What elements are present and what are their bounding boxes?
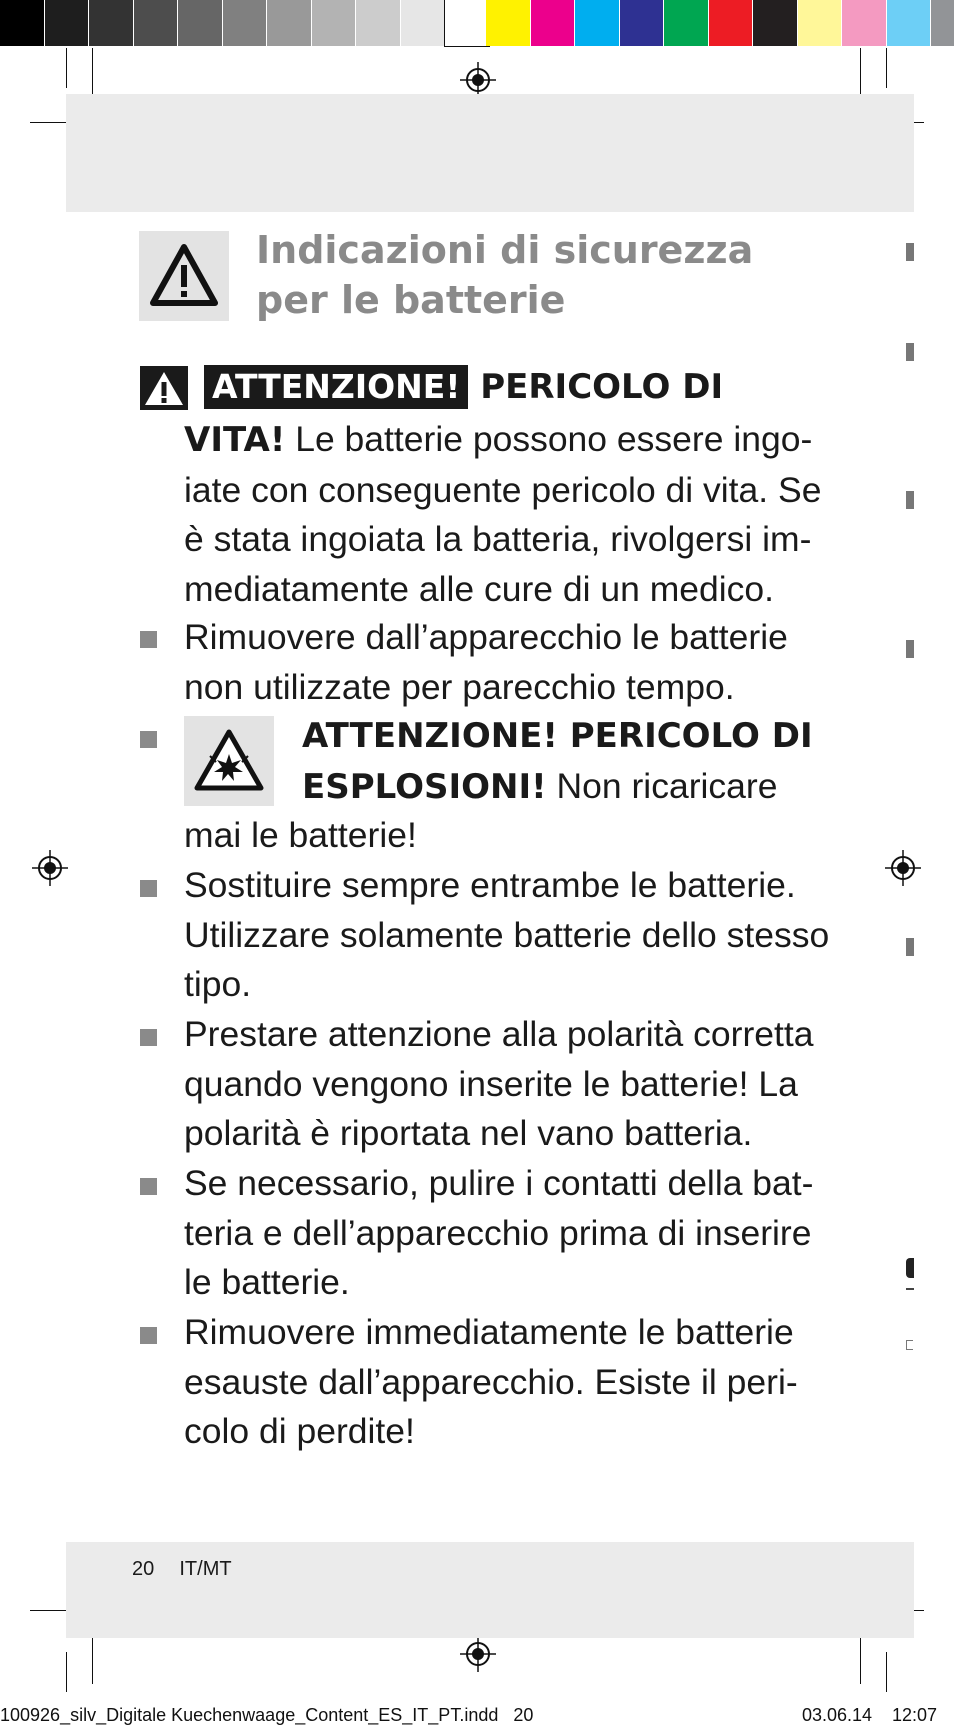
crop-mark xyxy=(886,1652,887,1692)
color-swatch xyxy=(887,0,931,46)
color-swatch xyxy=(401,0,445,46)
list-item-text: Prestare attenzione alla polarità corretta xyxy=(184,1014,814,1054)
color-swatch xyxy=(842,0,886,46)
list-item-text: polarità è riportata nel vano batteria. xyxy=(184,1113,753,1153)
explosion-icon-box xyxy=(184,716,274,806)
list-item-text: Utilizzare solamente batterie dello stesso xyxy=(184,914,830,955)
warning-bullet-icon xyxy=(140,366,188,410)
bullet-marker xyxy=(140,731,157,748)
slug-date: 03.06.14 xyxy=(802,1705,873,1725)
warning-heading: PERICOLO DI xyxy=(468,367,724,407)
color-swatch xyxy=(267,0,311,46)
section-title-line-1: Indicazioni di sicurezza xyxy=(256,228,754,272)
header-band xyxy=(66,94,914,212)
crop-mark xyxy=(886,48,887,88)
explosion-text: mai le batterie! xyxy=(184,815,417,855)
color-swatch xyxy=(312,0,356,46)
page-number: 20 xyxy=(132,1558,155,1580)
list-item-text: non utilizzate per parecchio tempo. xyxy=(184,666,735,707)
registration-mark-icon xyxy=(460,1636,496,1672)
registration-mark-icon xyxy=(885,850,921,886)
color-swatch xyxy=(664,0,708,46)
adjacent-page-mark xyxy=(906,243,914,261)
registration-mark-icon xyxy=(460,62,496,98)
explosion-heading-cont: ESPLOSIONI! xyxy=(302,766,547,807)
slug-time: 12:07 xyxy=(892,1705,938,1725)
list-item xyxy=(184,1308,824,1457)
warning-text: iate con conseguente pericolo di vita. Se xyxy=(184,469,822,510)
list-item xyxy=(184,613,824,712)
color-swatch xyxy=(134,0,178,46)
list-item-text: quando vengono inserite le batterie! La xyxy=(184,1063,798,1104)
color-swatch xyxy=(531,0,575,46)
adjacent-page-mark xyxy=(906,1288,914,1290)
color-swatch xyxy=(709,0,753,46)
bullet-marker xyxy=(140,1178,157,1195)
footer-band xyxy=(66,1542,914,1638)
bullet-marker xyxy=(140,880,157,897)
explosion-heading: ATTENZIONE! PERICOLO DI xyxy=(302,716,813,756)
adjacent-page-mark xyxy=(906,491,914,509)
warning-heading-cont: VITA! xyxy=(184,420,286,460)
list-item-text: Se necessario, pulire i contatti della bat- xyxy=(184,1163,814,1203)
section-title xyxy=(256,225,776,325)
registration-mark-icon xyxy=(32,850,68,886)
bullet-marker xyxy=(140,1327,157,1344)
color-swatch xyxy=(931,0,954,46)
color-swatch xyxy=(486,0,530,46)
locale-label: IT/MT xyxy=(179,1558,232,1580)
list-item-text: colo di perdite! xyxy=(184,1411,415,1451)
list-item xyxy=(184,1159,824,1308)
crop-mark xyxy=(66,48,67,88)
adjacent-page-mark xyxy=(906,640,914,658)
crop-mark xyxy=(66,1652,67,1692)
list-item xyxy=(184,861,830,1010)
list-item-text: teria e dell’apparecchio prima di inserire xyxy=(184,1212,812,1253)
explosion-warning-icon xyxy=(184,716,274,806)
adjacent-page-mark xyxy=(906,343,914,361)
bullet-marker xyxy=(140,631,157,648)
explosion-text: Non ricaricare xyxy=(546,765,778,806)
warning-text: è stata ingoiata la batteria, rivolgersi im- xyxy=(184,519,812,559)
warning-item-life-body xyxy=(184,415,824,614)
adjacent-page-mark xyxy=(906,938,914,956)
color-swatch xyxy=(89,0,133,46)
color-swatch xyxy=(223,0,267,46)
section-title-line-2: per le batterie xyxy=(256,278,566,322)
attention-label: ATTENZIONE! xyxy=(204,365,468,409)
color-swatch xyxy=(753,0,797,46)
list-item xyxy=(184,1010,824,1159)
color-swatch xyxy=(356,0,400,46)
list-item-text: le batterie. xyxy=(184,1262,350,1302)
adjacent-page-mark xyxy=(906,1258,914,1278)
color-swatch xyxy=(575,0,619,46)
adjacent-page-mark xyxy=(906,1340,913,1350)
explosion-warning-tail xyxy=(184,811,824,861)
page-footer xyxy=(132,1558,232,1581)
color-swatch xyxy=(445,0,489,46)
color-swatch xyxy=(178,0,222,46)
list-item-text: tipo. xyxy=(184,964,252,1004)
list-item-text: Rimuovere immediatamente le batterie xyxy=(184,1312,794,1352)
section-icon-box xyxy=(139,231,229,321)
slug-filename: 100926_silv_Digitale Kuechenwaage_Content_ES_IT_PT.indd 20 xyxy=(0,1705,534,1725)
warning-text: Le batterie possono essere ingo- xyxy=(285,419,813,459)
color-swatch xyxy=(0,0,44,46)
warning-triangle-icon xyxy=(139,231,229,321)
color-swatch xyxy=(45,0,89,46)
bullet-marker xyxy=(140,1029,157,1046)
list-item-text: Sostituire sempre entrambe le batterie. xyxy=(184,865,796,905)
list-item-text: Rimuovere dall’apparecchio le batterie xyxy=(184,617,788,657)
warning-item-life xyxy=(204,362,824,413)
color-swatch xyxy=(620,0,664,46)
list-item-text: esauste dall’apparecchio. Esiste il peri- xyxy=(184,1361,798,1402)
warning-text: mediatamente alle cure di un medico. xyxy=(184,568,775,609)
explosion-warning xyxy=(302,711,842,812)
color-swatch xyxy=(798,0,842,46)
